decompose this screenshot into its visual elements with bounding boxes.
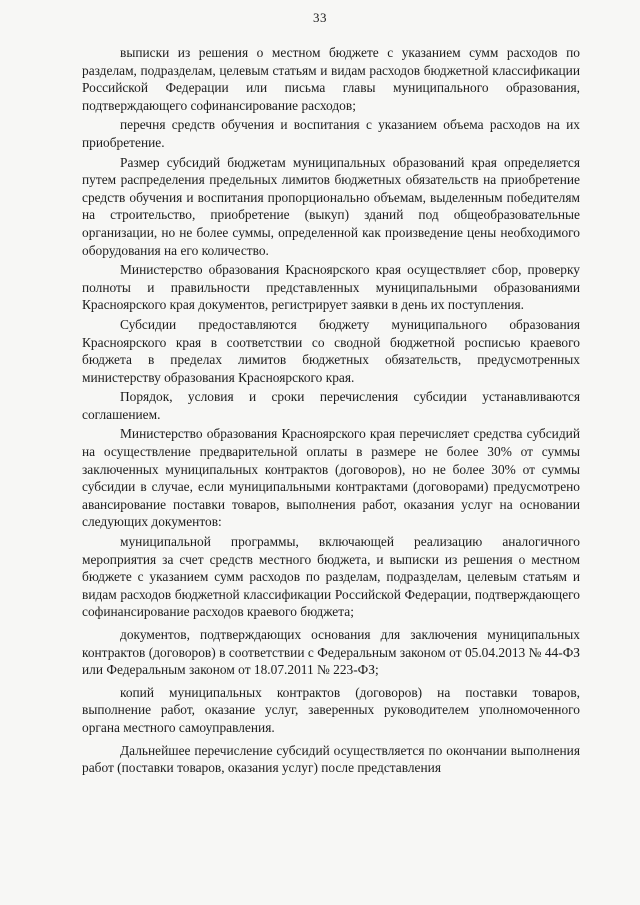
paragraph-prepayment: Министерство образования Красноярского края перечисляет средства субсидий на осуществление предварительной оплаты в размере не более 30% от суммы заключенных муниципальных контрактов (договоров), но не более 30% от суммы субсидии в случае, если муниципальными контрактами (договорами) предусмотрено авансирование поставки товаров, выполнения работ, оказания услуг на основании следующих документов: <box>82 426 580 530</box>
paragraph-ministry-review: Министерство образования Красноярского края осуществляет сбор, проверку полноты и правильности представленных муниципальными образованиями Красноярского края документов, регистрирует заявки в день их поступления. <box>82 262 580 313</box>
paragraph-further-transfer: Дальнейшее перечисление субсидий осуществляется по окончании выполнения работ (поставки товаров, оказания услуг) после представления <box>82 742 580 776</box>
paragraph-municipal-program: муниципальной программы, включающей реализацию аналогичного мероприятия за счет средств местного бюджета, и выписки из решения о местном бюджете с указанием сумм расходов по разделам, подразделам, целевым статьям и видам расходов бюджетной классификации Российской Федерации, подтверждающего софинансирование расходов краевого бюджета; <box>82 534 580 620</box>
paragraph-budget-extract: выписки из решения о местном бюджете с указанием сумм расходов по разделам, подразделам, целевым статьям и видам расходов бюджетной классификации Российской Федерации или письма главы муниципального образования, подтверждающего софинансирование расходов; <box>82 45 580 113</box>
paragraph-contract-basis: документов, подтверждающих основания для заключения муниципальных контрактов (договоров) в соответствии с Федеральным законом от 05.04.2013 № 44-ФЗ или Федеральным законом от 18.07.2011 № 223-ФЗ; <box>82 627 580 678</box>
paragraph-subsidy-size: Размер субсидий бюджетам муниципальных образований края определяется путем распределения предельных лимитов бюджетных обязательств на приобретение средств обучения и воспитания пропорционально объемам, выделенным победителям на строительство, приобретение (выкуп) зданий под общеобразовательные организации, но не более суммы, определенной как произведение цены необходимого оборудования на его количество. <box>82 154 580 258</box>
paragraph-subsidy-provision: Субсидии предоставляются бюджету муниципального образования Красноярского края в соответствии со сводной бюджетной росписью краевого бюджета в пределах лимитов бюджетных обязательств, предусмотренных министерству образования Красноярского края. <box>82 316 580 385</box>
paragraph-contract-copies: копий муниципальных контрактов (договоров) на поставки товаров, выполнение работ, оказание услуг, заверенных руководителем уполномоченного органа местного самоуправления. <box>82 684 580 735</box>
page-number: 33 <box>313 10 327 25</box>
paragraph-equipment-list: перечня средств обучения и воспитания с указанием объема расходов на их приобретение. <box>82 117 580 150</box>
paragraph-transfer-terms: Порядок, условия и сроки перечисления субсидии устанавливаются соглашением. <box>82 389 580 422</box>
document-body <box>82 44 580 777</box>
